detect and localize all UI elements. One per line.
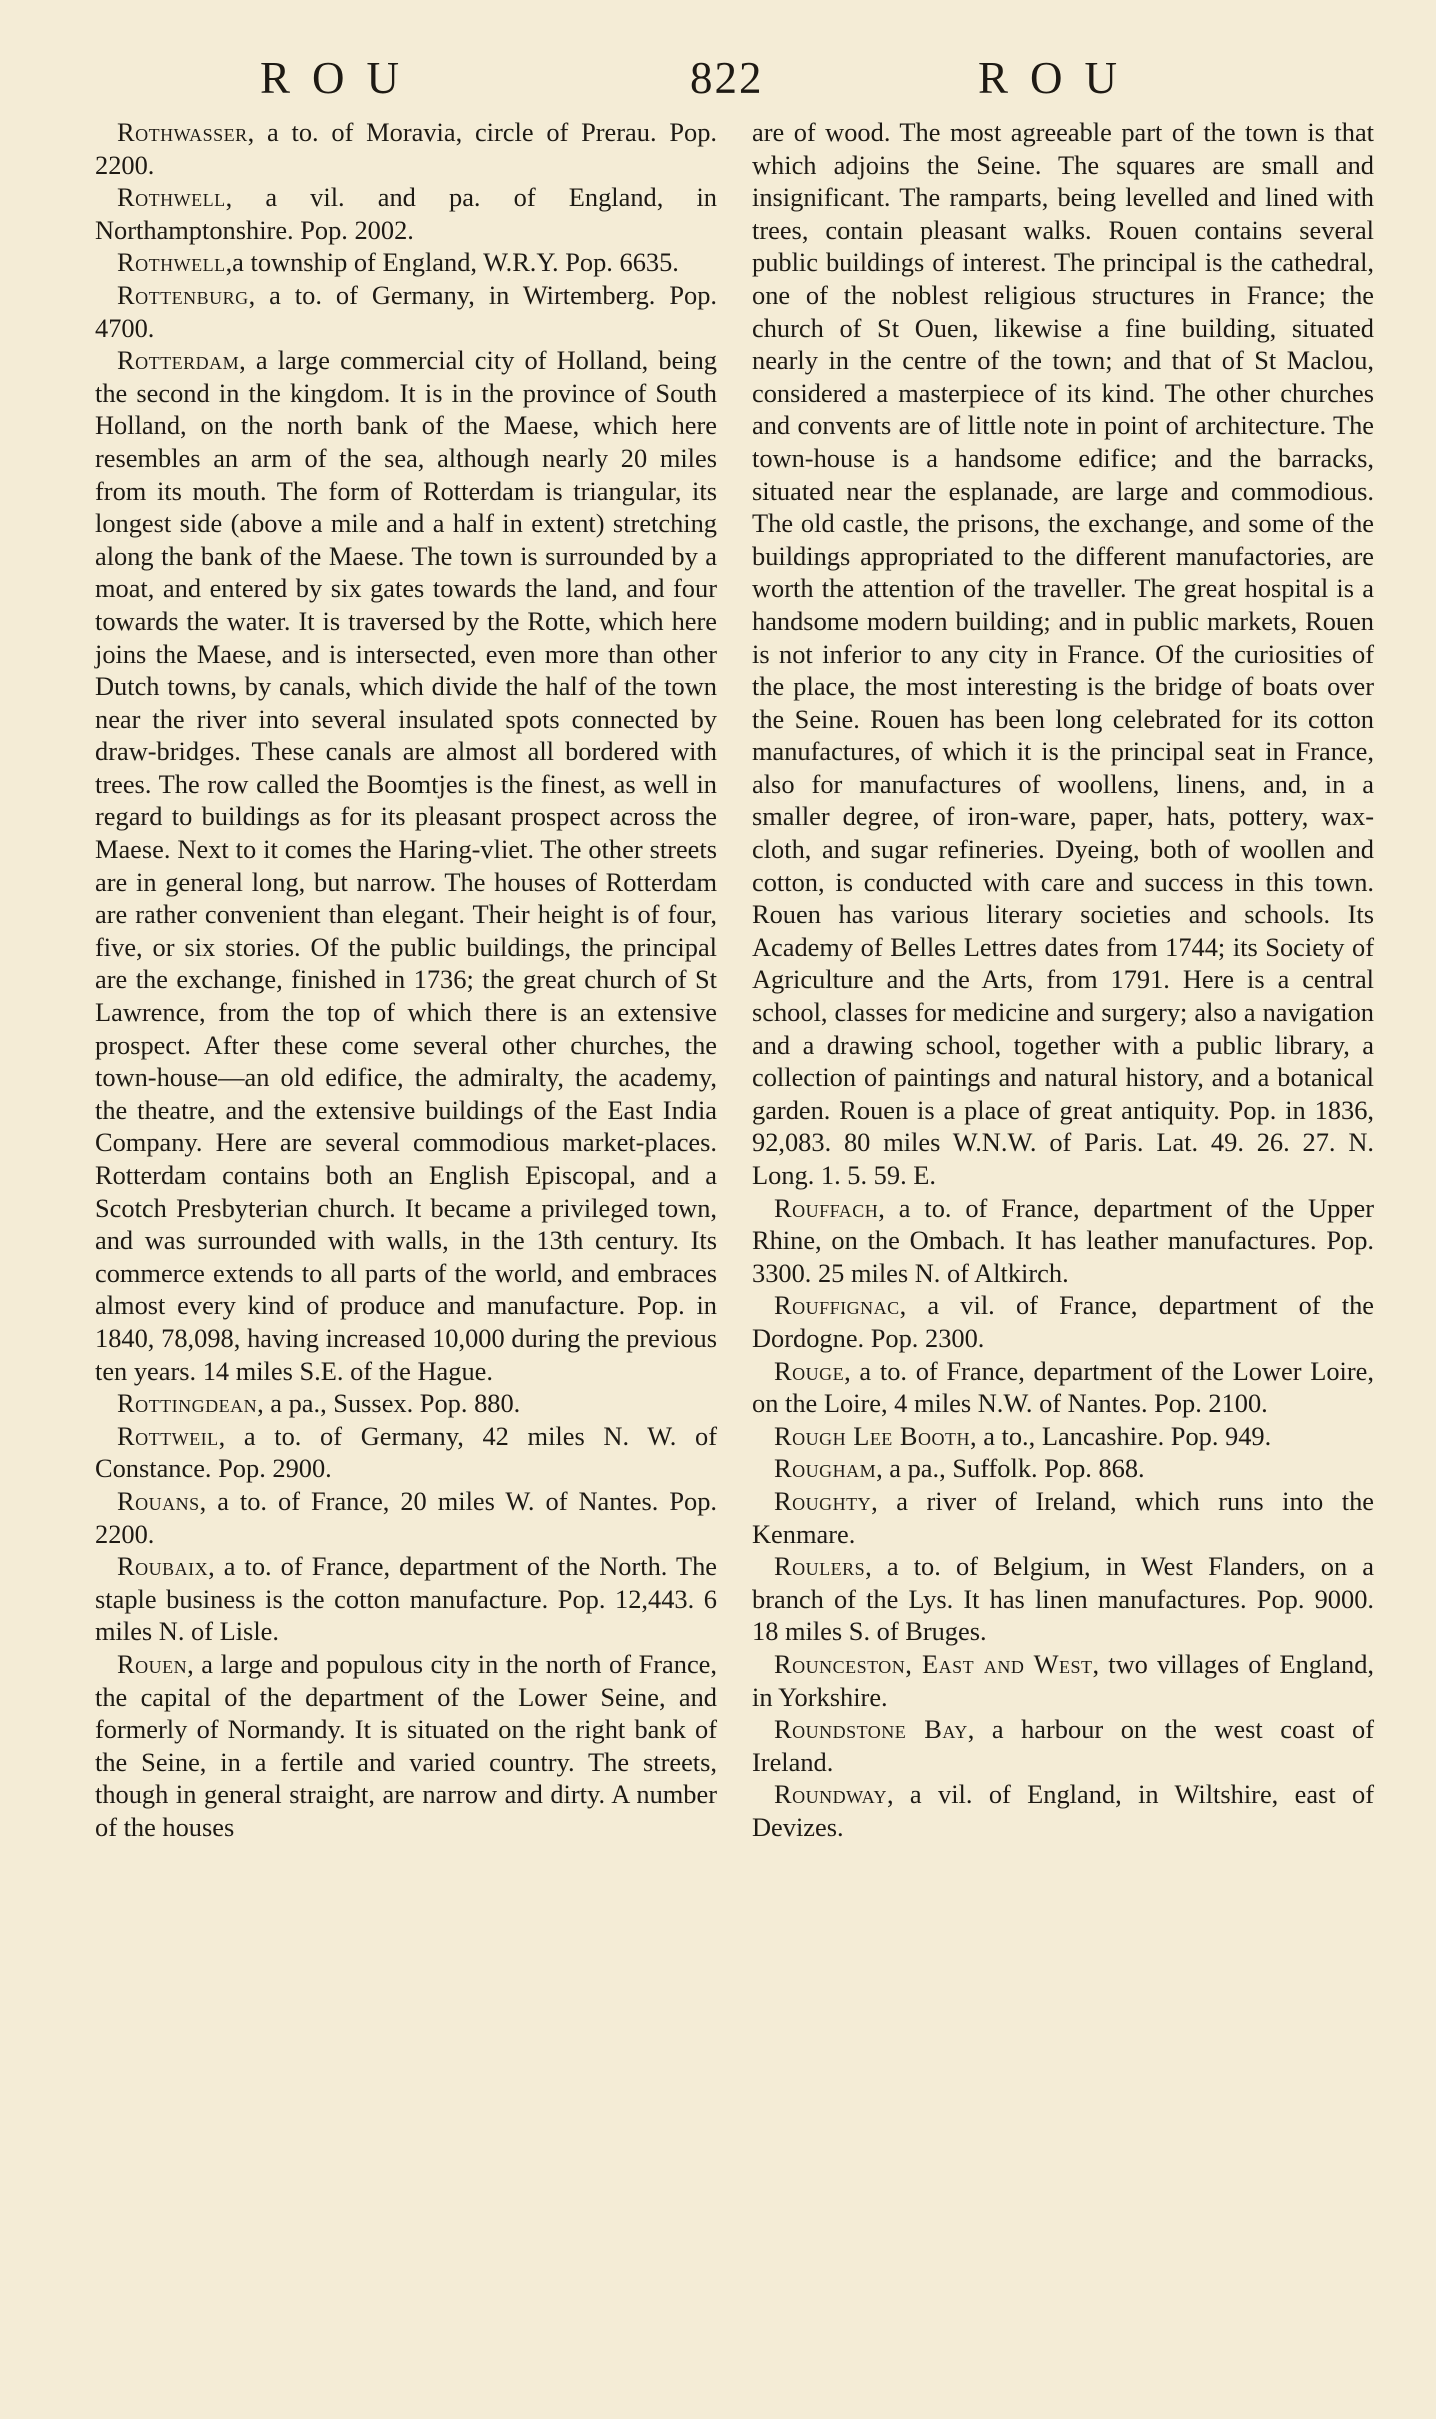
gazetteer-entry xyxy=(752,1778,1374,1843)
entry-headword: Rouen xyxy=(117,1648,188,1679)
gazetteer-entry xyxy=(752,1192,1374,1290)
entry-headword: Rotterdam xyxy=(117,345,240,376)
gazetteer-entry-continued xyxy=(752,116,1374,1192)
gazetteer-entry xyxy=(95,279,717,344)
entry-headword: Rouans xyxy=(117,1485,200,1516)
entry-text: , a to. of France, 20 miles W. of Nantes. Pop. 2200. xyxy=(95,1485,717,1549)
entry-text: , a vil. of France, department of the Dordogne. Pop. 2300. xyxy=(752,1290,1374,1353)
gazetteer-entry xyxy=(95,1648,717,1844)
entry-text: , a vil. and pa. of England, in Northamptonshire. Pop. 2002. xyxy=(95,182,717,245)
entry-headword: Rouffignac xyxy=(774,1290,900,1321)
gazetteer-entry xyxy=(752,1289,1374,1354)
entry-text: , a pa., Sussex. Pop. 880. xyxy=(257,1388,521,1419)
entry-headword: Roundstone Bay xyxy=(774,1714,968,1745)
entry-text: , a river of Ireland, which runs into the Kenmare. xyxy=(752,1485,1374,1549)
entry-text: are of wood. The most agreeable part of the town is that which adjoins the Seine. The squares are small and insignificant. The ramparts, being levelled and lined with trees, contain pleasant walks. Rouen contains several public buildings of interest. The principal is the cathedral, one of the noblest religious structures in France; the church of St Ouen, likewise a fine building, situated nearly in the centre of the town; and that of St Maclou, considered a masterpiece of its kind. The other churches and convents are of little note in point of architecture. The town-house is a handsome edifice; and the barracks, situated near the esplanade, are large and commodious. The old castle, the prisons, the exchange, and some of the buildings appropriated to the different manufactories, are worth the attention of the traveller. The great hospital is a handsome modern building; and in public markets, Rouen is not inferior to any city in France. Of the curiosities of the place, the most interesting is the bridge of boats over the Seine. Rouen has been long celebrated for its cotton manufactures, of which it is the principal seat in France, also for manufactures of woollens, linens, and, in a smaller degree, of iron-ware, paper, hats, pottery, wax-cloth, and sugar refineries. Dyeing, both of woollen and cotton, is conducted with care and success in this town. Rouen has various literary societies and schools. Its Academy of Belles Lettres dates from 1744; its Society of Agriculture and the Arts, from 1791. Here is a central school, classes for medicine and surgery; also a navigation and a drawing school, together with a public library, a collection of paintings and natural history, and a botanical garden. Rouen is a place of great antiquity. Pop. in 1836, 92,083. 80 miles W.N.W. of Paris. Lat. 49. 26. 27. N. Long. 1. 5. 59. E. xyxy=(752,117,1374,1190)
entry-headword: Roulers xyxy=(774,1551,866,1582)
entry-text: , a to., Lancashire. Pop. 949. xyxy=(970,1420,1272,1451)
entry-headword: Rouge xyxy=(774,1355,845,1386)
entry-text: , a to. of Belgium, in West Flanders, on a branch of the Lys. It has linen manufactures. Pop. 9000. 18 miles S. of Bruges. xyxy=(752,1551,1374,1647)
entry-headword: Rottweil xyxy=(117,1420,219,1451)
gazetteer-entry xyxy=(752,1452,1374,1485)
entry-headword: Roughty xyxy=(774,1485,872,1516)
entry-text: , a harbour on the west coast of Ireland. xyxy=(752,1714,1374,1777)
entry-text: , two villages of England, in Yorkshire. xyxy=(752,1648,1375,1712)
gazetteer-entry xyxy=(752,1355,1374,1420)
entry-text: , a to. of Moravia, circle of Prerau. Pop. 2200. xyxy=(95,117,717,180)
gazetteer-entry xyxy=(95,1387,717,1420)
entry-headword: Rothwasser xyxy=(117,117,248,147)
gazetteer-entry xyxy=(95,1550,717,1648)
entry-headword: Roubaix xyxy=(117,1551,209,1582)
entry-text: , a large commercial city of Holland, being the second in the kingdom. It is in the province of South Holland, on the north bank of the Maese, which here resembles an arm of the sea, although nearly 20 miles from its mouth. The form of Rotterdam is triangular, its longest side (above a mile and a half in extent) stretching along the bank of the Maese. The town is surrounded by a moat, and entered by six gates towards the land, and four towards the water. It is traversed by the Rotte, which here joins the Maese, and is intersected, even more than other Dutch towns, by canals, which divide the half of the town near the river into several insulated spots connected by draw-bridges. These canals are almost all bordered with trees. The row called the Boomtjes is the finest, as well in regard to buildings as for its pleasant prospect across the Maese. Next to it comes the Haring-vliet. The other streets are in general long, but narrow. The houses of Rotterdam are rather convenient than elegant. Their height is of four, five, or six stories. Of the public buildings, the principal are the exchange, finished in 1736; the great church of St Lawrence, from the top of which there is an extensive prospect. After these come several other churches, the town-house—an old edifice, the admiralty, the academy, the theatre, and the extensive buildings of the East India Company. Here are several commodious market-places. Rotterdam contains both an English Episcopal, and a Scotch Presbyterian church. It became a privileged town, and was surrounded with walls, in the 13th century. Its commerce extends to all parts of the world, and embraces almost every kind of produce and manufacture. Pop. in 1840, 78,098, having increased 10,000 during the previous ten years. 14 miles S.E. of the Hague. xyxy=(95,345,717,1386)
gazetteer-entry xyxy=(95,1420,717,1485)
entry-text: , a large and populous city in the north of France, the capital of the department of the Lower Seine, and formerly of Normandy. It is situated on the right bank of the Seine, in a fertile and varied country. The streets, though in general straight, are narrow and dirty. A number of the houses xyxy=(95,1648,717,1842)
entry-text: , a to. of Germany, 42 miles N. W. of Constance. Pop. 2900. xyxy=(95,1420,717,1484)
gazetteer-entry xyxy=(95,116,717,181)
gazetteer-entry xyxy=(752,1420,1374,1453)
entry-headword: Rothwell xyxy=(117,247,226,278)
gazetteer-entry xyxy=(95,246,717,279)
gazetteer-entry xyxy=(95,344,717,1387)
entry-text: , a to. of Germany, in Wirtemberg. Pop. 4700. xyxy=(95,279,717,343)
entry-text: ,a township of England, W.R.Y. Pop. 6635. xyxy=(225,247,679,278)
entry-headword: Roundway xyxy=(774,1779,887,1810)
entry-text: , a to. of France, department of the Upper Rhine, on the Ombach. It has leather manufactures. Pop. 3300. 25 miles N. of Altkirch. xyxy=(752,1192,1374,1288)
entry-text: , a pa., Suffolk. Pop. 868. xyxy=(876,1453,1145,1484)
running-head-left: ROU xyxy=(260,53,422,103)
right-column xyxy=(752,116,1374,1843)
running-head-right: ROU xyxy=(978,53,1140,103)
left-column xyxy=(95,116,717,1843)
gazetteer-entry xyxy=(95,181,717,246)
entry-text: , a to. of France, department of the North. The staple business is the cotton manufacture. Pop. 12,443. 6 miles N. of Lisle. xyxy=(95,1551,717,1647)
entry-headword: Rouffach xyxy=(774,1192,879,1223)
page-number: 822 xyxy=(690,53,764,103)
entry-text: , a vil. of England, in Wiltshire, east of Devizes. xyxy=(752,1779,1374,1842)
entry-headword: Rounceston, East and West xyxy=(774,1648,1093,1679)
gazetteer-entry xyxy=(95,1485,717,1550)
entry-headword: Rough Lee Booth xyxy=(774,1420,970,1451)
entry-text: , a to. of France, department of the Lower Loire, on the Loire, 4 miles N.W. of Nantes. Pop. 2100. xyxy=(752,1355,1374,1419)
gazetteer-entry xyxy=(752,1485,1374,1550)
entry-headword: Rothwell xyxy=(117,182,226,213)
entry-headword: Rottenburg xyxy=(117,279,249,310)
gazetteer-entry xyxy=(752,1648,1374,1713)
entry-headword: Rottingdean xyxy=(117,1388,258,1419)
gazetteer-entry xyxy=(752,1550,1374,1648)
gazetteer-entry xyxy=(752,1713,1374,1778)
entry-headword: Rougham xyxy=(774,1453,877,1484)
page-header xyxy=(0,52,1436,112)
